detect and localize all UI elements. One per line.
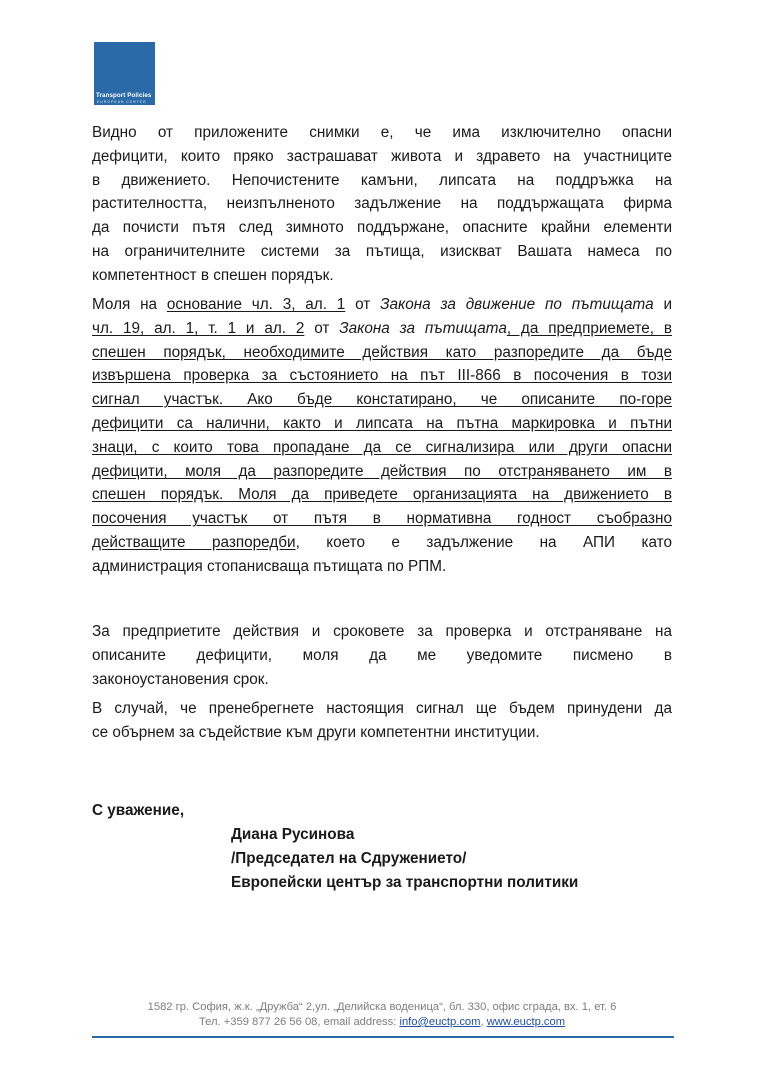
footer-phone: Тел. +359 877 26 56 08, email address:	[198, 1016, 400, 1028]
signatory-role: /Председател на Сдружението/	[231, 850, 467, 867]
paragraph-2	[92, 293, 672, 579]
text-line: описаните дефицити, моля да ме уведомите писмено в	[92, 646, 672, 664]
footer-divider	[92, 1036, 674, 1038]
paragraph-3	[92, 620, 672, 691]
footer-address: 1582 гр. София, ж.к. „Дружба“ 2,ул. „Делийска воденица“, бл. 330, офис сграда, вх. 1, ет. 6	[147, 1001, 617, 1013]
text-line	[92, 317, 672, 341]
text-line: законоустановения срок.	[92, 670, 269, 688]
logo-tagline: EUROPEAN CENTER	[97, 99, 147, 104]
text-line: спешен порядък, необходимите действия като разпоредите да бъде	[92, 343, 672, 361]
text-run: Моля на	[92, 296, 167, 313]
text-run: от	[345, 296, 381, 313]
text-run: и	[653, 296, 672, 313]
signatory-name: Диана Русинова	[231, 826, 355, 843]
text-run: от	[304, 319, 340, 337]
text-line: на ограничителните системи за пътища, изискват Вашата намеса по	[92, 242, 672, 260]
logo-name: Transport Policies	[96, 92, 152, 99]
text-line	[92, 293, 672, 317]
text-line: сигнал участък. Ако бъде констатирано, че описаните по-горе	[92, 391, 672, 409]
text-line: дефицити са налични, както и липсата на пътна маркировка и пътни	[92, 414, 672, 432]
legal-reference: основание чл. 3, ал. 1	[166, 296, 346, 313]
text-line: администрация стопанисваща пътищата по РПМ.	[92, 557, 447, 575]
footer-email-link[interactable]: info@euctp.com	[399, 1016, 481, 1028]
footer-separator: ,	[480, 1016, 487, 1028]
text-line: компетентност в спешен порядък.	[92, 266, 334, 284]
text-line: да почисти пътя след зимното поддържане, опасните крайни елементи	[92, 219, 672, 237]
text-line: посочения участък от пътя в нормативна годност съобразно	[92, 510, 672, 528]
legal-reference: чл. 19, ал. 1, т. 1 и ал. 2	[92, 319, 305, 337]
law-title: Закона за движение по пътищата	[380, 296, 654, 313]
text-line: Видно от приложените снимки е, че има изключително опасни	[92, 124, 672, 141]
text-line	[92, 531, 672, 555]
text-run: , да предприемете, в	[506, 319, 673, 337]
footer-contacts	[92, 1016, 672, 1028]
text-line: В случай, че пренебрегнете настоящия сигнал ще бъдем принудени да	[92, 700, 672, 717]
text-line: се обърнем за съдействие към други компетентни институции.	[92, 723, 540, 741]
text-line: спешен порядък. Моля да приведете организацията на движението в	[92, 486, 672, 504]
text-run: , което е задължение на АПИ като	[295, 533, 672, 551]
text-line: За предприетите действия и сроковете за проверка и отстраняване на	[92, 623, 672, 640]
text-line: дефицити, моля да разпоредите действия по отстраняването им в	[92, 462, 672, 480]
footer-website-link[interactable]: www.euctp.com	[486, 1016, 566, 1028]
paragraph-4	[92, 697, 672, 745]
law-title: Закона за пътищата	[339, 319, 507, 337]
closing: С уважение,	[92, 802, 185, 819]
text-line: растителността, неизпълненото задължение на поддържащата фирма	[92, 195, 672, 213]
text-line: извършена проверка за състоянието на път III-866 в посочения в този	[92, 367, 672, 385]
text-line: в движението. Непочистените камъни, липсата на поддръжка на	[92, 171, 672, 189]
text-run: действащите разпоредби	[92, 533, 296, 551]
paragraph-1	[92, 121, 672, 288]
text-line: дефицити, които пряко застрашават живота и здравето на участниците	[92, 147, 672, 165]
text-line: знаци, с които това пропадане да се сигнализира или други опасни	[92, 438, 672, 456]
signatory-organization: Европейски център за транспортни политики	[231, 874, 579, 891]
logo	[94, 42, 155, 105]
